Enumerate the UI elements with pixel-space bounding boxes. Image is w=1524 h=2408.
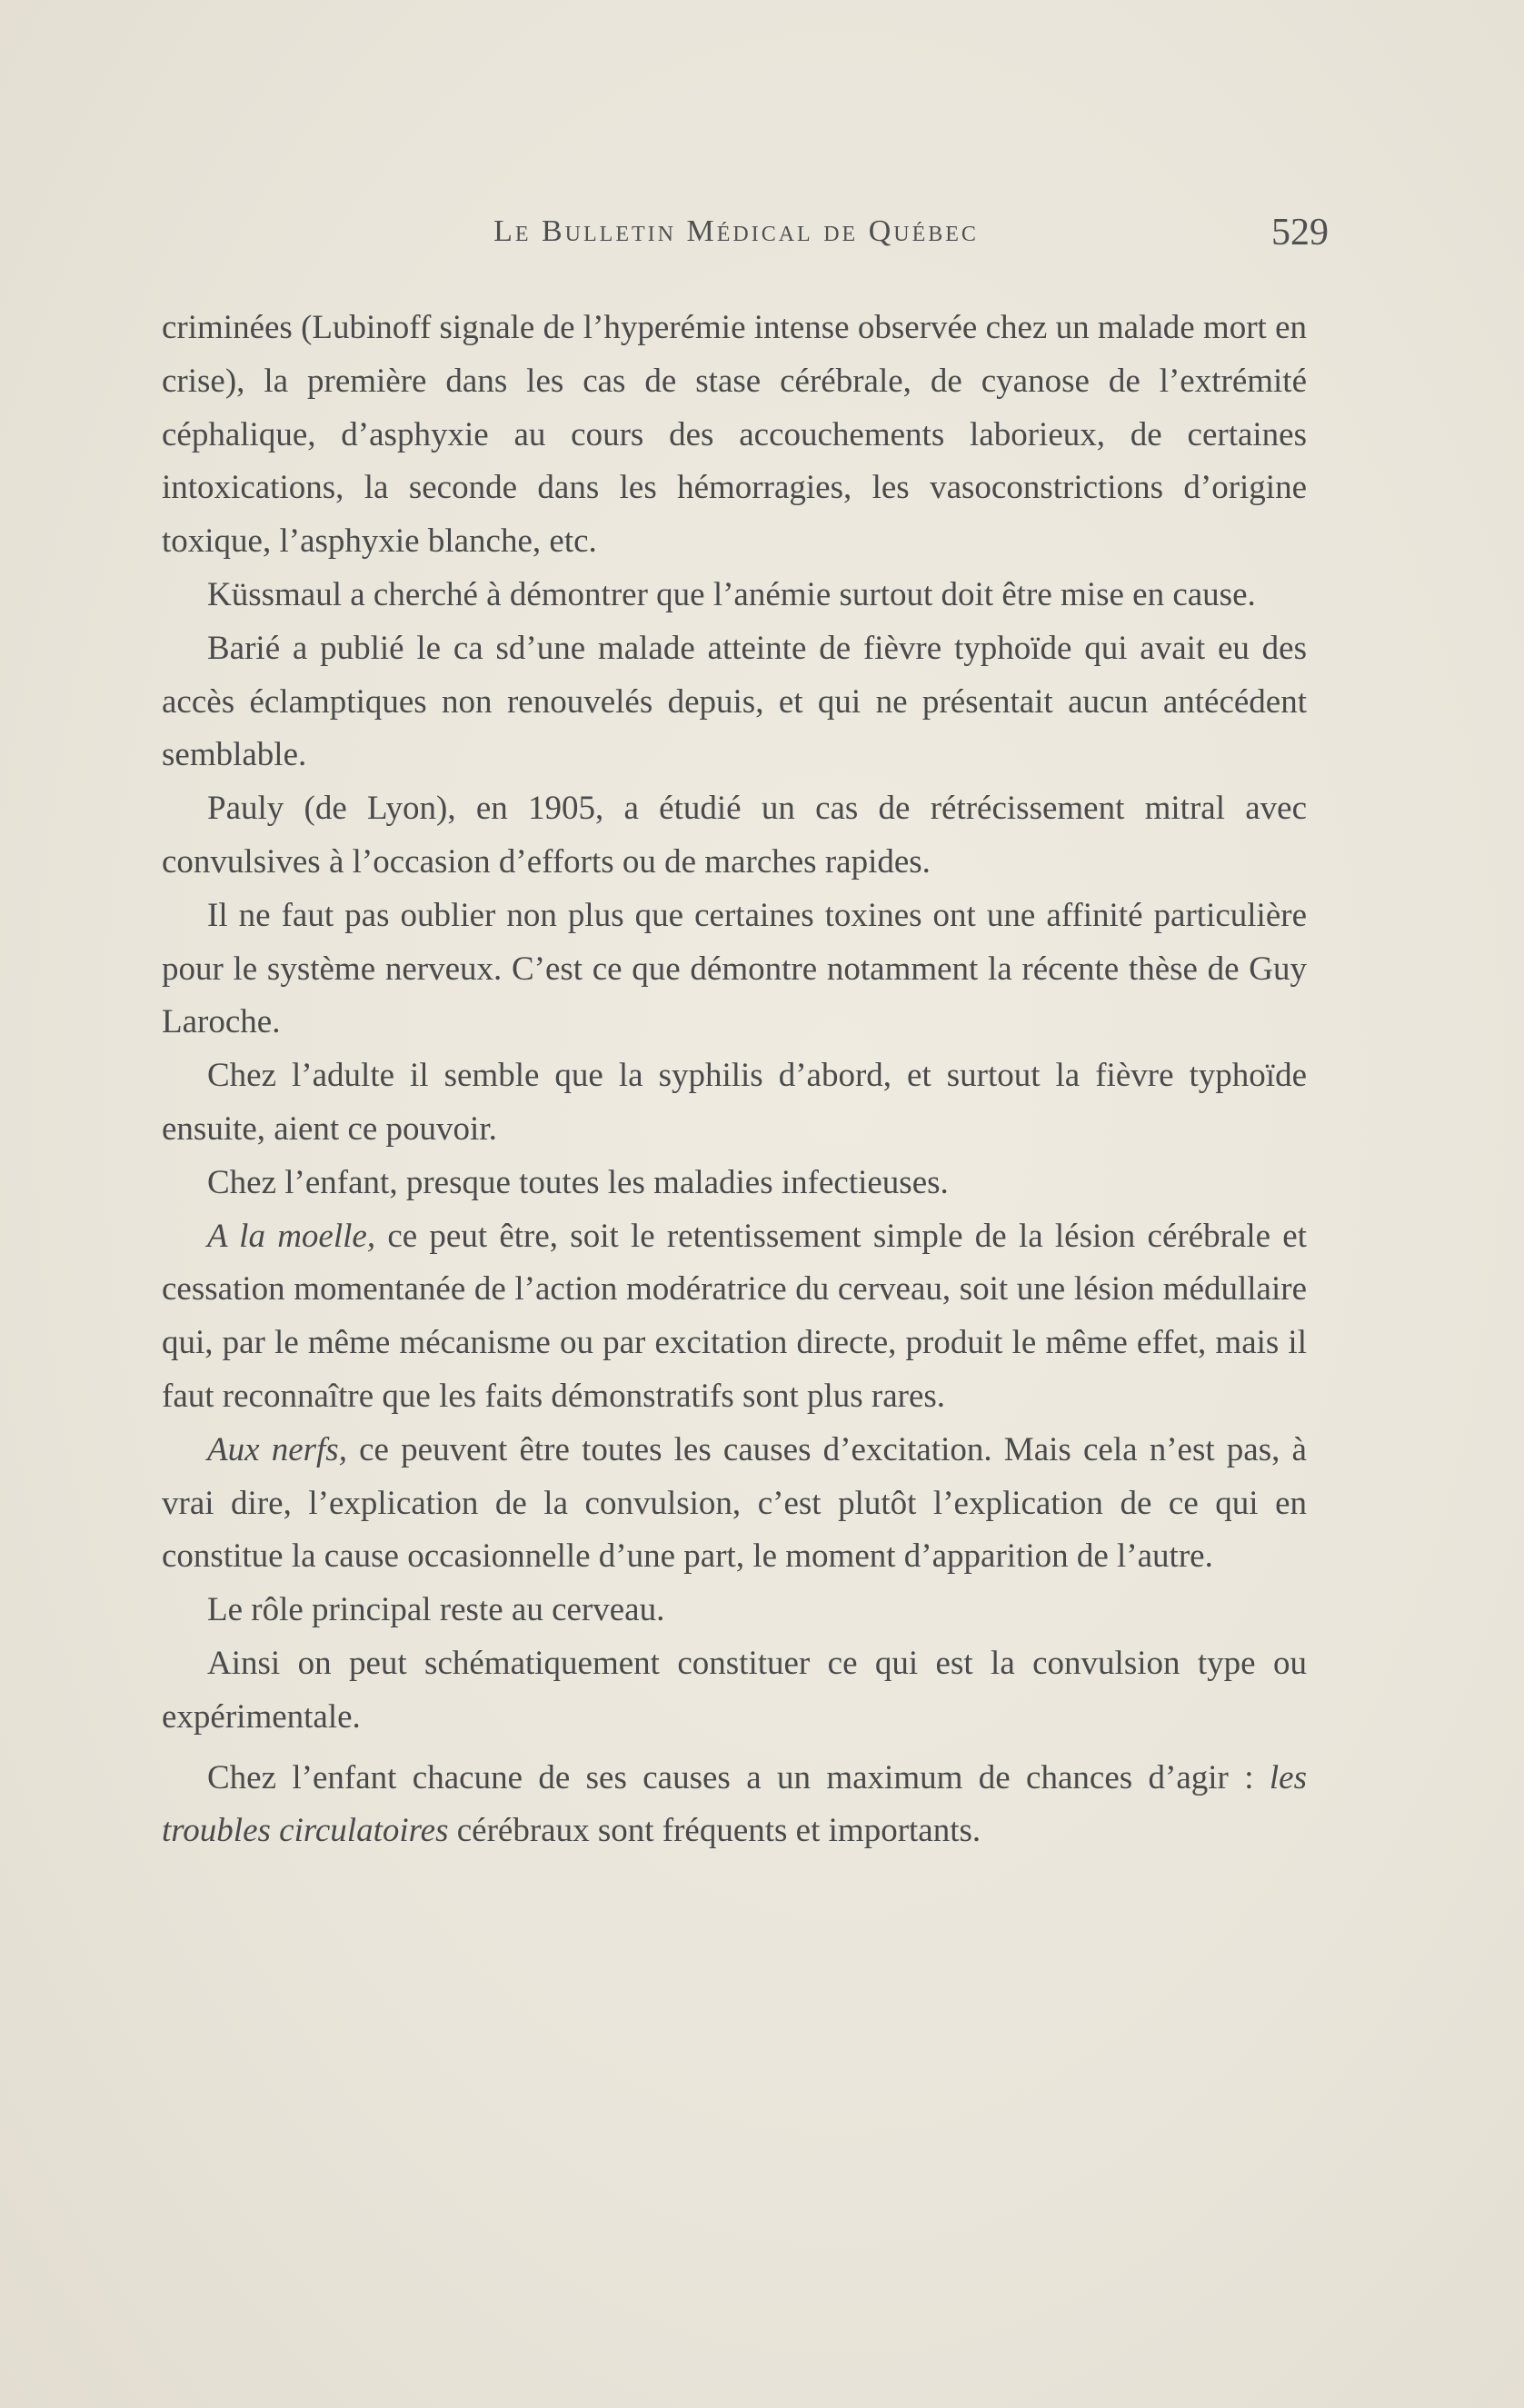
paragraph-11: Ainsi on peut schématiquement constituer ce qui est la convulsion type ou expérimentale. xyxy=(162,1644,1307,1736)
paragraph-12-after: cérébraux sont fréquents et importants. xyxy=(448,1812,981,1850)
body-text xyxy=(162,302,1307,1858)
paragraph-9-lead: Aux nerfs, xyxy=(207,1430,347,1468)
paragraph-9-text: ce peuvent être toutes les causes d’excitation. Mais cela n’est pas, à vrai dire, l’explication de la convulsion, c’est plutôt l’explication de ce qui en constitue la cause occasionnelle d’une part, le moment d’apparition de l’autre. xyxy=(162,1430,1307,1576)
paragraph-7: Chez l’enfant, presque toutes les maladies infectieuses. xyxy=(207,1163,949,1201)
paragraph-1: criminées (Lubinoff signale de l’hyperémie intense observée chez un malade mort en crise), la première dans les cas de stase cérébrale, de cyanose de l’extrémité céphalique, d’asphyxie au cours des accouchements laborieux, de certaines intoxications, la seconde dans les hémorragies, les vasoconstrictions d’origine toxique, l’asphyxie blanche, etc. xyxy=(162,309,1307,561)
paragraph-8-lead: A la moelle, xyxy=(207,1217,376,1255)
paragraph-12-before: Chez l’enfant chacune de ses causes a un maximum de chances d’agir : xyxy=(207,1758,1270,1796)
running-head: Le Bulletin Médical de Québec xyxy=(493,214,979,248)
paragraph-3: Barié a publié le ca sd’une malade atteinte de fièvre typhoïde qui avait eu des accès éclamptiques non renouvelés depuis, et qui ne présentait aucun antécédent semblable. xyxy=(162,629,1307,774)
paragraph-6: Chez l’adulte il semble que la syphilis d’abord, et surtout la fièvre typhoïde ensuite, aient ce pouvoir. xyxy=(162,1057,1307,1148)
paragraph-12 xyxy=(162,1752,1307,1859)
paragraph-4: Pauly (de Lyon), en 1905, a étudié un cas de rétrécissement mitral avec convulsives à l’occasion d’efforts ou de marches rapides. xyxy=(162,790,1307,881)
paragraph-12-emphasis: les troubles circulatoires xyxy=(162,1758,1307,1850)
paragraph-8-text: ce peut être, soit le retentissement simple de la lésion cérébrale et cessation momentanée de l’action modératrice du cerveau, soit une lésion médullaire qui, par le même mécanisme ou par excitation directe, produit le même effet, mais il faut reconnaître que les faits démonstratifs sont plus rares. xyxy=(162,1217,1307,1415)
paragraph-9 xyxy=(162,1424,1307,1584)
paragraph-10: Le rôle principal reste au cerveau. xyxy=(207,1591,665,1629)
paragraph-8 xyxy=(162,1210,1307,1424)
page-number: 529 xyxy=(1271,212,1329,254)
paragraph-2: Küssmaul a cherché à démontrer que l’anémie surtout doit être mise en cause. xyxy=(207,575,1256,613)
paragraph-5: Il ne faut pas oublier non plus que certaines toxines ont une affinité particulière pour le système nerveux. C’est ce que démontre notamment la récente thèse de Guy Laroche. xyxy=(162,896,1307,1041)
